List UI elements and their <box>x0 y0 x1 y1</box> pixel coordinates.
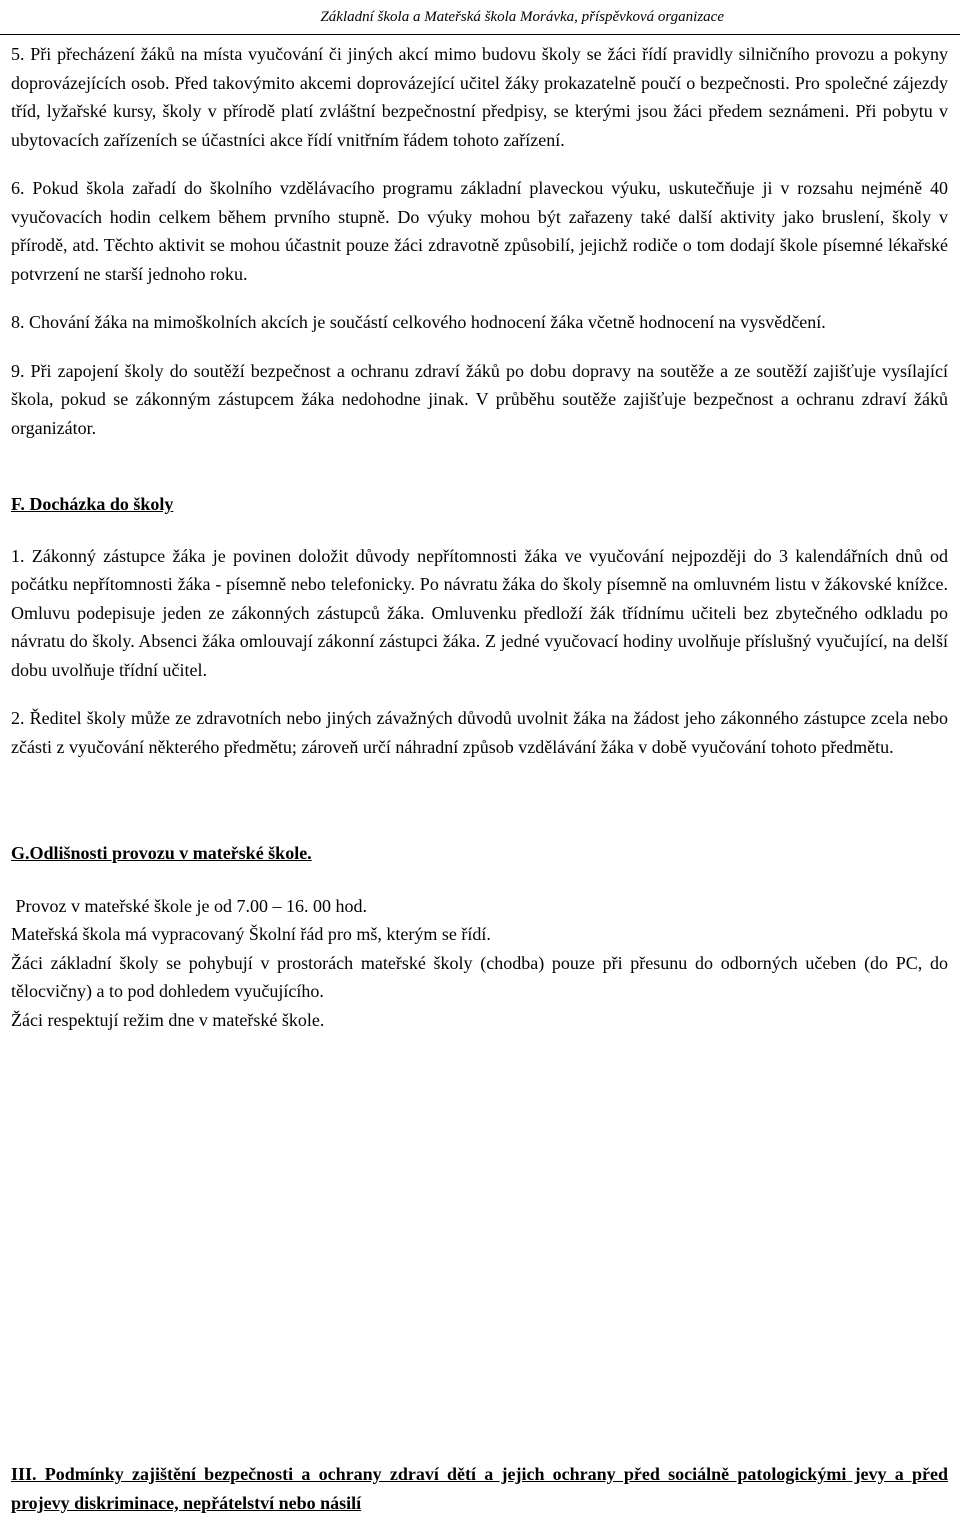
section-f-heading: F. Docházka do školy <box>11 494 174 514</box>
section-e-continued <box>11 40 948 442</box>
paragraph-e9: 9. Při zapojení školy do soutěží bezpečnost a ochranu zdraví žáků po dobu dopravy na soutěže a ze soutěží zajišťuje vysílající škola, pokud se zákonným zástupcem žáka nedohodne jinak. V průběhu soutěže zajišťuje bezpečnost a ochranu zdraví žáků organizátor. <box>11 360 948 438</box>
section-f <box>11 490 948 761</box>
page-header <box>0 7 960 35</box>
paragraph-g4: Žáci respektují režim dne v mateřské škole. <box>11 1009 325 1030</box>
paragraph-e6: 6. Pokud škola zařadí do školního vzdělávacího programu základní plaveckou výuku, uskutečňuje ji v rozsahu nejméně 40 vyučovacích hodin celkem během prvního stupně. Do výuky mohou být zařazeny také další aktivity jako bruslení, školy v přírodě, atd. Těchto aktivit se mohou účastnit pouze žáci zdravotně způsobilí, jejichž rodiče o tom dodají škole písemné lékařské potvrzení ne starší jednoho roku. <box>11 178 948 284</box>
paragraph-f2: 2. Ředitel školy může ze zdravotních nebo jiných závažných důvodů uvolnit žáka na žádost jeho zákonného zástupce zcela nebo zčásti z vyučování některého předmětu; zároveň určí náhradní způsob vzdělávání žáka v době vyučování tohoto předmětu. <box>11 708 948 757</box>
document-body <box>11 40 948 1513</box>
paragraph-e5: 5. Při přecházení žáků na místa vyučování či jiných akcí mimo budovu školy se žáci řídí pravidly silničního provozu a pokyny doprovázejících osob. Před takovýmito akcemi doprovázející učitel žáky prokazatelně poučí o bezpečnosti. Pro společné zájezdy tříd, lyžařské kursy, školy v přírodě platí zvláštní bezpečnostní předpisy, se kterými jsou žáci předem seznámeni. Při pobytu v ubytovacích zařízeních se účastníci akce řídí vnitřním řádem tohoto zařízení. <box>11 44 948 150</box>
paragraph-e8: 8. Chování žáka na mimoškolních akcích je součástí celkového hodnocení žáka včetně hodnocení na vysvědčení. <box>11 312 826 332</box>
section-g-heading: G.Odlišnosti provozu v mateřské škole. <box>11 843 312 863</box>
section-iii-heading: III. Podmínky zajištění bezpečnosti a ochrany zdraví dětí a jejich ochrany před sociálně patologickými jevy a před projevy diskriminace, nepřátelství nebo násilí <box>11 1464 948 1513</box>
paragraph-f1: 1. Zákonný zástupce žáka je povinen doložit důvody nepřítomnosti žáka ve vyučování nejpozději do 3 kalendářních dnů od počátku nepřítomnosti žáka - písemně nebo telefonicky. Po návratu žáka do školy písemně na omluvném listu v žákovské knížce. Omluvu podepisuje jeden ze zákonných zástupců žáka. Omluvenku předloží žák třídnímu učiteli bez zbytečného odkladu po návratu do školy. Absenci žáka omlouvají zákonní zástupci žáka. Z jedné vyučovací hodiny uvolňuje příslušný vyučující, na delší dobu uvolňuje třídní učitel. <box>11 545 948 680</box>
paragraph-g1: Provoz v mateřské škole je od 7.00 – 16. 00 hod. <box>11 895 367 916</box>
paragraph-g2: Mateřská škola má vypracovaný Školní řád pro mš, kterým se řídí. <box>11 924 491 944</box>
header-organization: Základní škola a Mateřská škola Morávka, příspěvková organizace <box>320 9 724 25</box>
section-iii <box>11 1460 948 1517</box>
section-g <box>11 839 948 1034</box>
paragraph-g3: Žáci základní školy se pohybují v prostorách mateřské školy (chodba) pouze při přesunu do odborných učeben (do PC, do tělocvičny) a to pod dohledem vyučujícího. <box>11 952 948 1001</box>
